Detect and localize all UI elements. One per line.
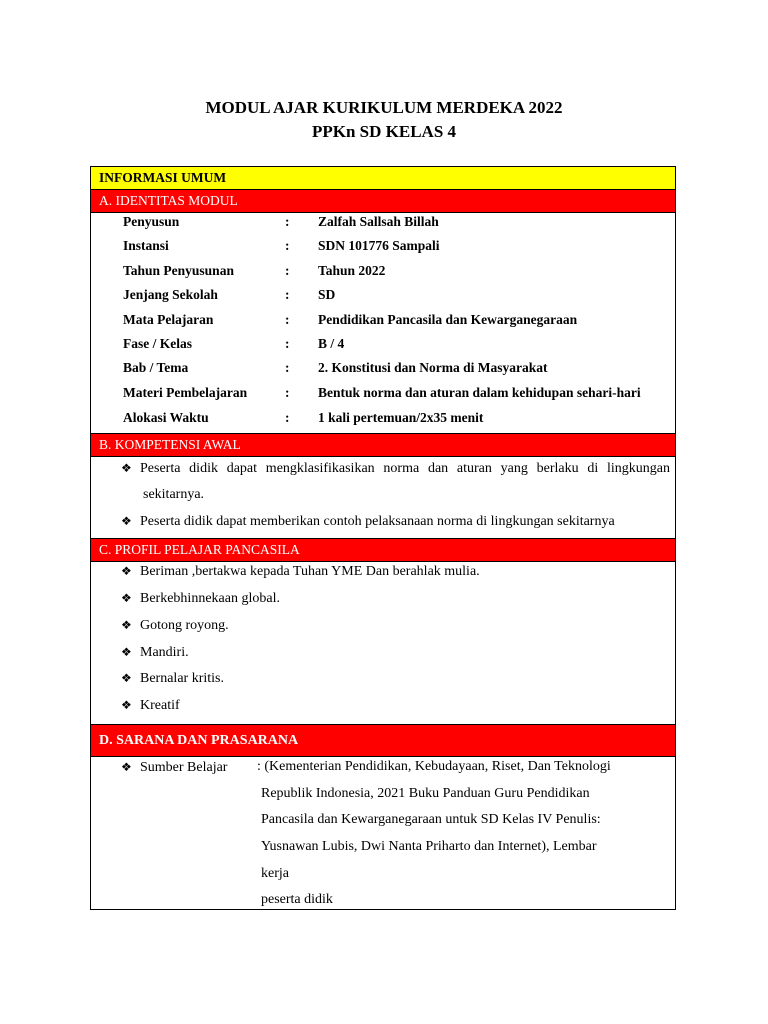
sumber-belajar-line: Republik Indonesia, 2021 Buku Panduan Guru Pendidikan [261,786,590,801]
bullet-diamond-icon: ❖ [121,591,132,605]
list-item-text: Bernalar kritis. [140,671,224,686]
sarana-prasarana-header: D. SARANA DAN PRASARANA [90,724,676,757]
bullet-diamond-icon: ❖ [121,618,132,632]
document-title: MODUL AJAR KURIKULUM MERDEKA 2022 [205,98,563,117]
document-subtitle: PPKn SD KELAS 4 [311,122,457,141]
list-item-text: Gotong royong. [140,618,229,633]
row-colon: : [285,360,290,375]
row-value: Tahun 2022 [318,263,386,278]
sumber-belajar-label [121,757,227,778]
row-value: Pendidikan Pancasila dan Kewarganegaraan [318,312,578,327]
row-label: Tahun Penyusunan [123,263,234,278]
list-item-text: Kreatif [140,698,180,713]
profil-item [121,615,229,636]
row-label: Jenjang Sekolah [123,287,218,302]
profil-pelajar-header: C. PROFIL PELAJAR PANCASILA [90,538,676,562]
row-value: 1 kali pertemuan/2x35 menit [318,410,484,425]
profil-item [121,588,280,609]
kompetensi-item-1-cont: sekitarnya. [143,487,205,502]
row-value: SD [318,287,336,302]
sumber-belajar-line: kerja [261,866,289,881]
sumber-belajar-line: Yusnawan Lubis, Dwi Nanta Priharto dan Internet), Lembar [261,839,597,854]
sumber-belajar-line: peserta didik [261,892,333,907]
row-colon: : [285,410,290,425]
list-item-text: Mandiri. [140,645,189,660]
row-colon: : [285,214,290,229]
sumber-belajar-line: Pancasila dan Kewarganegaraan untuk SD Kelas IV Penulis: [261,812,601,827]
bullet-diamond-icon: ❖ [121,564,132,578]
row-value: SDN 101776 Sampali [318,238,440,253]
row-colon: : [285,385,290,400]
list-item-text: Sumber Belajar [140,760,228,775]
row-value: Bentuk norma dan aturan dalam kehidupan sehari-hari [318,385,641,400]
kompetensi-item-2 [121,511,615,532]
row-label: Alokasi Waktu [123,410,209,425]
bullet-diamond-icon: ❖ [121,698,132,712]
profil-item [121,695,180,716]
kompetensi-item-1 [121,458,670,479]
list-item-text: Berkebhinnekaan global. [140,591,280,606]
row-value: B / 4 [318,336,345,351]
row-label: Materi Pembelajaran [123,385,248,400]
row-label: Penyusun [123,214,180,229]
row-label: Mata Pelajaran [123,312,214,327]
row-colon: : [285,263,290,278]
row-label: Instansi [123,238,169,253]
row-value: 2. Konstitusi dan Norma di Masyarakat [318,360,548,375]
list-item-text: Peserta didik dapat mengklasifikasikan norma dan aturan yang berlaku di lingkungan [140,461,670,476]
informasi-umum-header: INFORMASI UMUM [90,166,676,190]
row-colon: : [285,287,290,302]
profil-item [121,668,224,689]
bullet-diamond-icon: ❖ [121,645,132,659]
row-colon: : [285,312,290,327]
sumber-belajar-line: : (Kementerian Pendidikan, Kebudayaan, Riset, Dan Teknologi [257,759,611,774]
row-value: Zalfah Sallsah Billah [318,214,439,229]
bullet-diamond-icon: ❖ [121,671,132,685]
row-label: Fase / Kelas [123,336,192,351]
bullet-diamond-icon: ❖ [121,461,132,475]
list-item-text: Peserta didik dapat memberikan contoh pelaksanaan norma di lingkungan sekitarnya [140,514,615,529]
row-colon: : [285,336,290,351]
profil-item [121,642,189,663]
bullet-diamond-icon: ❖ [121,514,132,528]
bullet-diamond-icon: ❖ [121,760,132,774]
profil-item [121,561,480,582]
identitas-modul-header: A. IDENTITAS MODUL [90,189,676,213]
list-item-text: Beriman ,bertakwa kepada Tuhan YME Dan berahlak mulia. [140,564,480,579]
row-label: Bab / Tema [123,360,189,375]
kompetensi-awal-header: B. KOMPETENSI AWAL [90,433,676,457]
row-colon: : [285,238,290,253]
